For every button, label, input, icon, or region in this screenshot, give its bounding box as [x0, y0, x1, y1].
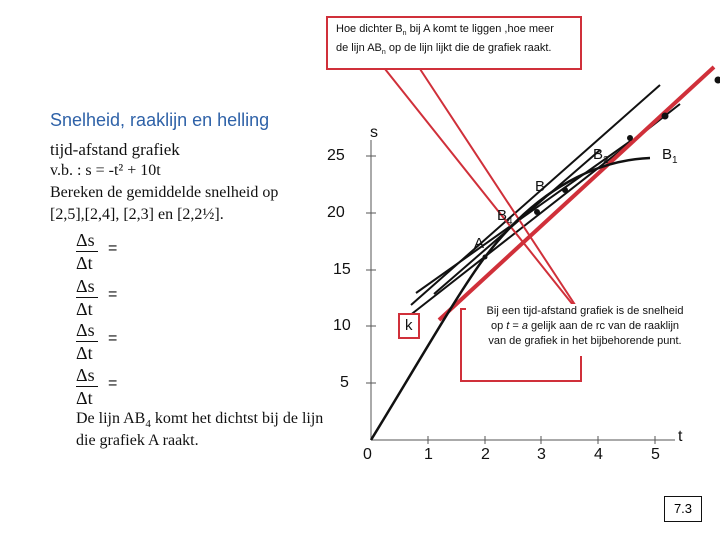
example-formula: v.b. : s = -t² + 10t — [50, 162, 161, 179]
slide-title: Snelheid, raaklijn en helling — [50, 110, 270, 130]
label-B4: $B_4$ — [497, 207, 513, 227]
point-A — [483, 255, 488, 260]
point-B4 — [534, 209, 540, 215]
top-callout-line-1: Hoe dichter $B_n$ bij A komt te liggen ,hoe meer — [336, 23, 554, 38]
y-tick-label: 10 — [333, 317, 351, 334]
fraction-4-numerator: Δs — [76, 365, 98, 387]
x-tick-label: 5 — [651, 446, 660, 463]
fraction-3-denominator: Δt — [76, 343, 93, 363]
point-far — [715, 77, 720, 84]
y-tick-label: 25 — [327, 147, 345, 164]
top-callout-line-2: de lijn $AB_n$ op de lijn lijkt die de grafiek raakt. — [336, 42, 552, 57]
label-A: A — [474, 235, 485, 252]
graph-heading: tijd-afstand grafiek — [50, 140, 180, 159]
slide-number: 7.3 — [664, 496, 702, 522]
label-B2: $B_2$ — [593, 146, 609, 166]
label-B3: B — [535, 178, 546, 195]
x-tick-label: 1 — [424, 446, 433, 463]
label-k: k — [405, 317, 413, 334]
point-B3 — [562, 187, 568, 193]
fraction-1-numerator: Δs — [76, 230, 98, 252]
fraction-3-numerator: Δs — [76, 320, 98, 342]
intervals-text: [2,5],[2,4], [2,3] en [2,2½]. — [50, 206, 224, 223]
tangent-line — [439, 67, 714, 320]
secant-line-AB2 — [411, 85, 660, 305]
conclusion-line-1: De lijn $AB_4$ komt het dichtst bij de lijn — [76, 410, 324, 431]
bottom-callout — [466, 304, 704, 356]
equals-2: = — [108, 286, 118, 303]
bottom-callout-line-2: op t = a gelijk aan de rc van de raaklijn — [490, 320, 680, 332]
x-tick-label: 4 — [594, 446, 603, 463]
tangent-label-box — [398, 313, 420, 339]
equals-3: = — [108, 330, 118, 347]
fraction-2-denominator: Δt — [76, 299, 93, 319]
x-axis-label: t — [678, 428, 683, 445]
y-axis-label: s — [370, 124, 378, 141]
conclusion-line-2: die grafiek A raakt. — [76, 432, 199, 449]
y-tick-label: 15 — [333, 261, 351, 278]
equals-1: = — [108, 240, 118, 257]
point-B2 — [627, 135, 633, 141]
fraction-4-denominator: Δt — [76, 388, 93, 408]
bottom-callout-line-1: Bij een tijd-afstand grafiek is de snelheid — [486, 305, 684, 317]
y-tick-label: 5 — [340, 374, 349, 391]
y-tick-label: 20 — [327, 204, 345, 221]
point-B1 — [662, 113, 669, 120]
x-tick-label: 3 — [537, 446, 546, 463]
x-tick-label: 0 — [363, 446, 372, 463]
fraction-1-denominator: Δt — [76, 253, 93, 273]
label-B1: $B_1$ — [662, 146, 678, 166]
fraction-2-numerator: Δs — [76, 276, 98, 298]
distance-curve — [371, 158, 650, 440]
instruction-text: Bereken de gemiddelde snelheid op — [50, 184, 279, 201]
equals-4: = — [108, 375, 118, 392]
bottom-callout-line-3: van de grafiek in het bijbehorende punt. — [488, 335, 682, 347]
x-tick-label: 2 — [481, 446, 490, 463]
